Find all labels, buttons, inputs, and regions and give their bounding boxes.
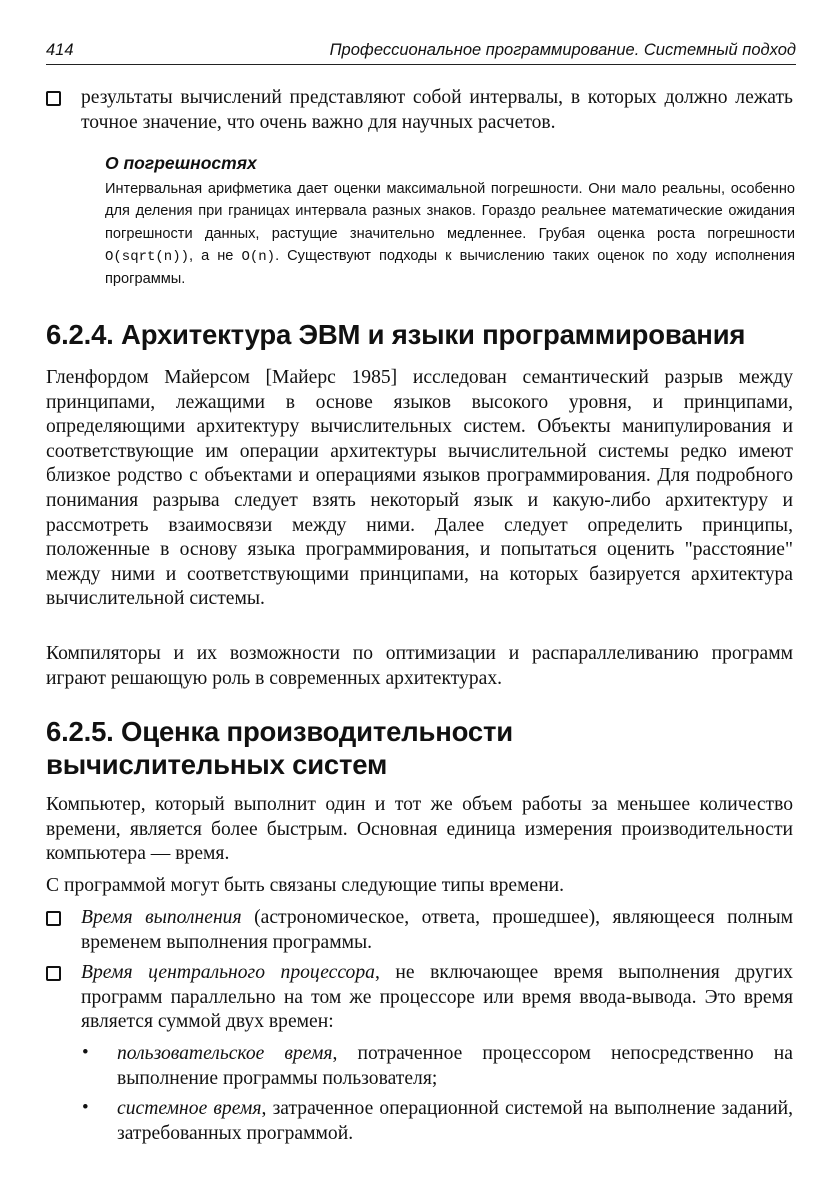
paragraph: Гленфордом Майерсом [Майерс 1985] исследован семантический разрыв между принципами, лежащими в основе языков высокого уровня, и принципами, определяющими архитектуру вычислительных систем. Объекты манипулирования и соответствующие им операции архитектуры вычислительной системы редко имеют близкое родство с объектами и операциями языков программирования. Для подробного понимания разрыва следует взять некоторый язык и какую-либо архитектуру и рассмотреть взаимосвязи между ними. Далее следует определить принципы, положенные в основу языка программирования, и попытаться оценить "расстояние" между ними и соответствующими принципами, на которых базируется архитектура вычислительной системы.	[46, 367, 793, 610]
list-item	[117, 1042, 793, 1091]
section-heading-line: вычислительных систем	[46, 748, 388, 780]
checkbox-bullet-icon	[46, 911, 61, 926]
list-item	[81, 906, 793, 955]
page-number: 414	[46, 41, 74, 59]
list-item: результаты вычислений представляют собой интервалы, в которых должно лежать точное значение, что очень важно для научных расчетов.	[81, 87, 793, 133]
bullet-icon: •	[82, 1097, 89, 1118]
running-header	[46, 38, 796, 65]
checkbox-bullet-icon	[46, 91, 61, 106]
item-text: , не включающее время выполнения других программ параллельно на том же процессоре или время ввода-вывода. Это время является суммой двух времен:	[81, 962, 793, 1033]
note-title: О погрешностях	[105, 153, 257, 173]
section-heading: 6.2.4. Архитектура ЭВМ и языки программирования	[46, 319, 746, 350]
section-heading	[46, 716, 513, 781]
bullet-icon: •	[82, 1042, 89, 1063]
paragraph: Компьютер, который выполнит один и тот же объем работы за меньшее количество времени, является более быстрым. Основная единица измерения производительности компьютера — время.	[46, 794, 793, 865]
note-body	[105, 178, 795, 290]
item-text: (астрономическое, ответа, прошедшее), являющееся полным временем выполнения программы.	[81, 907, 794, 953]
term: пользовательское время	[117, 1043, 333, 1064]
term: Время центрального процессора	[81, 962, 375, 983]
item-text: , потраченное процессором непосредственно на выполнение программы пользователя;	[117, 1043, 793, 1089]
note-text: , а не	[189, 247, 242, 264]
section-heading-line: 6.2.5. Оценка производительности	[46, 716, 513, 747]
list-item	[81, 961, 793, 1035]
list-item	[117, 1097, 793, 1146]
note-text: Интервальная арифметика дает оценки максимальной погрешности. Они мало реальны, особенно для деления при границах интервала разных знаков. Гораздо реальнее математические ожидания погрешности данных, растущие значительно медленнее. Грубая оценка роста погрешности	[105, 181, 795, 242]
paragraph: Компиляторы и их возможности по оптимизации и распараллеливанию программ играют решающую роль в современных архитектурах.	[46, 643, 793, 689]
term: Время выполнения	[81, 907, 242, 928]
paragraph: С программой могут быть связаны следующие типы времени.	[46, 875, 565, 896]
note-code: O(n)	[241, 248, 276, 265]
term: системное время	[117, 1098, 262, 1119]
running-title: Профессиональное программирование. Системный подход	[329, 41, 796, 59]
note-text: . Существуют подходы к вычислению таких оценок по ходу исполнения программы.	[105, 247, 795, 288]
checkbox-bullet-icon	[46, 966, 61, 981]
note-code: O(sqrt(n))	[105, 248, 190, 265]
item-text: , затраченное операционной системой на выполнение заданий, затребованных программой.	[117, 1098, 793, 1144]
